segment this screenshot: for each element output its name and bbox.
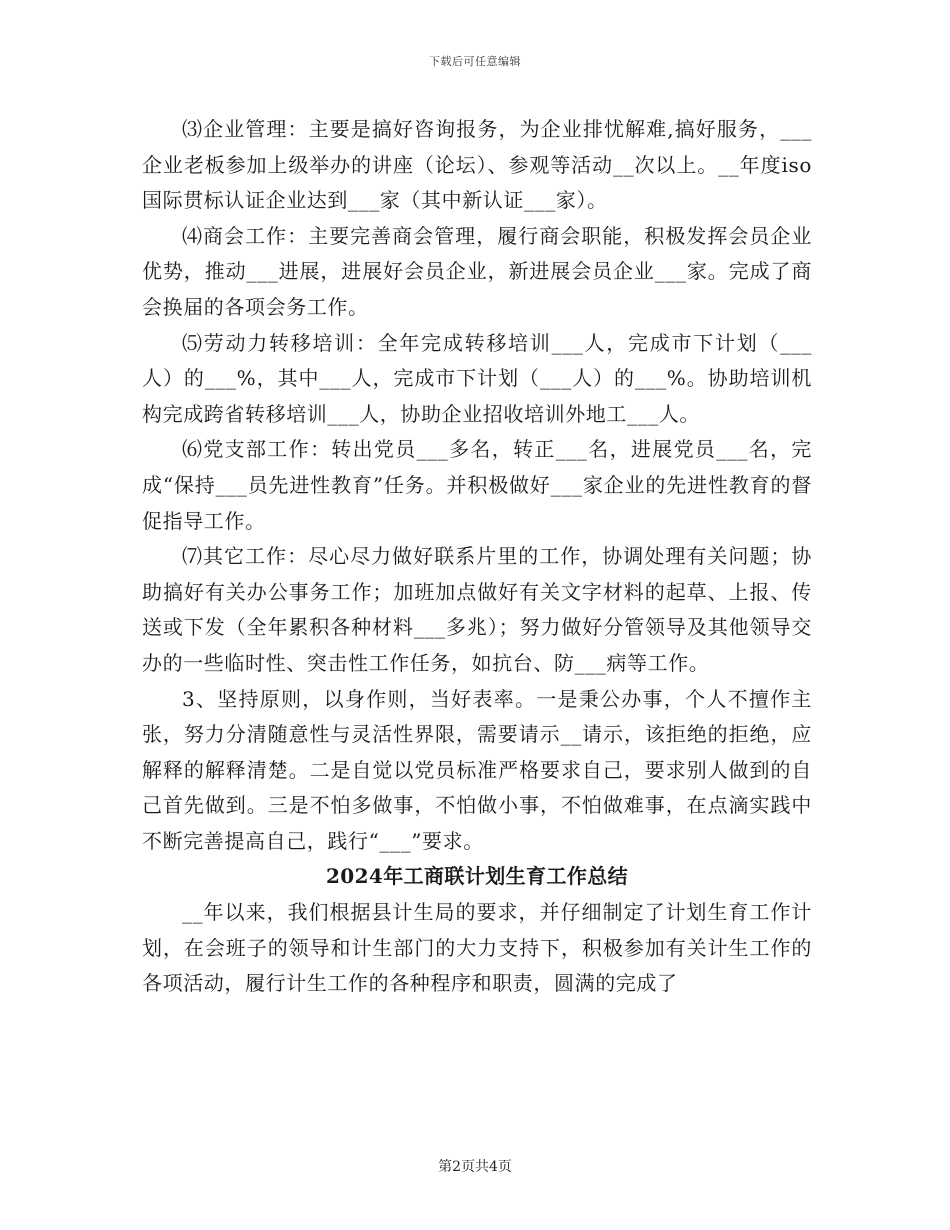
paragraph-enterprise-management: ⑶企业管理：主要是搞好咨询报务，为企业排忧解难,搞好服务，___企业老板参加上级举办的讲座（论坛）、参观等活动__次以上。__年度iso国际贯标认证企业达到___家（其中新认证___家）。 [142,117,812,213]
paragraph-principles: 3、坚持原则，以身作则，当好表率。一是秉公办事，个人不擅作主张，努力分清随意性与灵活性界限，需要请示__请示，该拒绝的拒绝，应解释的解释清楚。二是自觉以党员标准严格要求自己，要求别人做到的自己首先做到。三是不怕多做事，不怕做小事，不怕做难事，在点滴实践中不断完善提高自己，践行“___”要求。 [142,686,812,853]
section-title: 2024年工商联计划生育工作总结 [325,864,629,889]
page-header-note: 下载后可任意编辑 [429,55,521,68]
paragraph-section-intro: __年以来，我们根据县计生局的要求，并仔细制定了计划生育工作计划，在会班子的领导和计生部门的大力支持下，积极参加有关计生工作的各项活动，履行计生工作的各种程序和职责，圆满的完成了 [142,900,812,996]
paragraph-chamber-work: ⑷商会工作：主要完善商会管理，履行商会职能，积极发挥会员企业优势，推动___进展，进展好会员企业，新进展会员企业___家。完成了商会换届的各项会务工作。 [142,223,812,319]
document-body [142,112,812,1002]
paragraph-labor-transfer-training: ⑸劳动力转移培训：全年完成转移培训___人，完成市下计划（___人）的___%，其中___人，完成市下计划（___人）的___%。协助培训机构完成跨省转移培训___人，协助企业招收培训外地工___人。 [142,330,812,426]
paragraph-other-work: ⑺其它工作：尽心尽力做好联系片里的工作，协调处理有关问题；协助搞好有关办公事务工作；加班加点做好有关文字材料的起草、上报、传送或下发（全年累积各种材料___多兆）；努力做好分管领导及其他领导交办的一些临时性、突击性工作任务，如抗台、防___病等工作。 [142,544,812,675]
page-number: 第2页共4页 [438,1159,512,1175]
paragraph-party-branch-work: ⑹党支部工作：转出党员___多名，转正___名，进展党员___名，完成“保持___员先进性教育”任务。并积极做好___家企业的先进性教育的督促指导工作。 [142,437,812,533]
